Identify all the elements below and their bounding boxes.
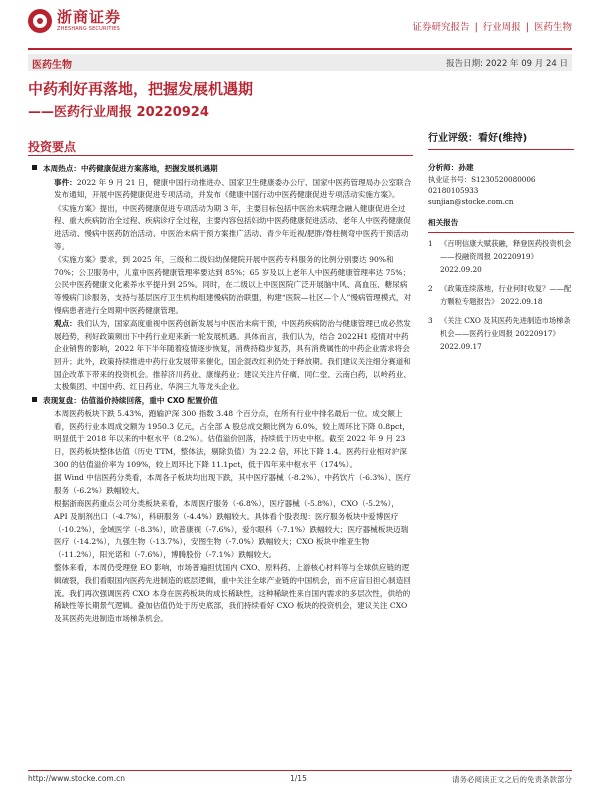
industry-bar [28, 54, 572, 71]
related-report-item[interactable]: 3 《关注 CXO 及其医药先进制造市场梯条机会——医药行业周报 20220917》 2022.09.17 [428, 316, 571, 351]
crumb-separator: | [474, 22, 478, 33]
breadcrumb [413, 19, 572, 33]
main-content [32, 163, 412, 626]
paragraph-summary: 整体来看，本周仍受理登 EO 影响，市场普遍担忧国内 CXO、原料药、上游核心材料等与全球供应链的逻辑破裂，我们看眼国内医药先进制造的底层逻辑，重中关注全球产业链的中国机会，而不应盲目担心制造回流。我们再次强调医药 CXO 本身在医药板块的成长稀缺性，这种稀缺性来自国内需求的多层次性，供给的稀缺性等长期景气逻辑。叠加估值仍处于历史底部，我们持续看好 CXO 板块的投资机会，建议关注 CXO 及其医药先进制造市场梯条机会。 [54, 563, 411, 623]
logo-name-en: ZHESHANG SECURITIES [57, 26, 120, 32]
page-number: 1/15 [290, 774, 307, 783]
crumb-separator: | [525, 22, 529, 33]
paragraph-targets: 《实施方案》要求，到 2025 年，三级和二级妇幼保健院开展中医药专科服务的比例分别要达 90%和 70%；公卫服务中，儿童中医药健康管理率要达到 85%；65 岁及以上老年人中医药健康管理率达 75%；公民中医药健康文化素养水平提升到 25%。同时，在二级以上中医医院广泛开展脑中风、高血压、糖尿病等慢病门诊服务，支持与基层医疗卫生机构组建慢病防治联盟，构建“医院—社区—个人”慢病管理模式，对慢病患者进行全周期中医药健康管理。 [54, 255, 412, 315]
analyst-cert: 执业证书号：S1230520080006 [428, 175, 536, 184]
related-reports-list [428, 237, 574, 353]
footer-url[interactable]: http://www.stocke.com.cn [28, 774, 125, 783]
square-bullet-icon [32, 397, 37, 402]
related-reports-heading: 相关报告 [428, 217, 574, 233]
crumb-weekly: 行业周报 [482, 22, 521, 33]
crumb-report-type: 证券研究报告 [412, 22, 470, 33]
related-report-item[interactable]: 1 《百明信康大赋获融，释登医药投资机会——投融资周报 20220919》 2022.09.20 [428, 239, 572, 274]
page-title: 中药利好再落地，把握发展机遇期 [28, 80, 254, 98]
square-bullet-icon [32, 165, 37, 170]
bullet-heading-hotspot: 本周热点：中药健康促进方案落地，把握发展机遇期 [32, 163, 412, 176]
section-heading: 投资要点 [28, 140, 77, 154]
paragraph-plan: 《实施方案》提出，中医药健康促进专项活动为期 3 年，主要目标包括中医治未病理念融入健康促进全过程、重大疾病防治全过程、疾病诊疗全过程，主要内容包括妇幼中医药健康促进活动、老年人中医药健康促进活动、慢病中医药防治活动、中医治未病干预方案推广活动、青少年近视/肥胖/脊柱侧弯中医药干预活动等。 [54, 203, 411, 251]
page-subtitle: ——医药行业周报 20220924 [28, 105, 209, 120]
footer-disclaimer: 请务必阅读正文之后的免责条款部分 [452, 775, 572, 784]
report-date: 报告日期: 2022 年 09 月 24 日 [446, 59, 568, 69]
paragraph-opinion: 观点：我们认为，国家高度重视中医药创新发展与中医治未病干预，中医药疾病防治与健康管理已成必然发展趋势，利好政策频出下中药行业迎来新一轮发展机遇。具体而言，我们认为，结合 2022H1 疫情对中药企业销售的影响，2022 年下半年随着疫情逐步恢复，消费持稳步复苏，具有消费属性的中药企业需求将会回升；此外，政策持续推进中药行业发展带来催化，国企混改红利仍处于释放期。我们建议关注细分赛道和国企改革下带来的投资机会。推荐济川药业、康缘药业；建议关注片仔癀、同仁堂、云南白药，以岭药业、太极集团、中国中药、红日药业、华润三九等龙头企业。 [54, 319, 411, 392]
logo-name-cn: 浙商证券 [57, 8, 122, 26]
paragraph-stocks: 根据浙商医药重点公司分类板块来看，本周医疗服务（-6.8%），医疗器械（-5.8%），CXO（-5.2%），API 及制剂出口（-4.7%），科研服务（-4.4%）跌幅较大。具体看个股表现：医疗服务板块中爱博医疗（-10.2%），金域医学（-8.3%），欧普康视（-7.6%），爱尔眼科（-7.1%）跌幅较大；医疗器械板块迈瑞医疗（-14.2%），九强生物（-13.7%），安图生物（-7.0%）跌幅较大；CXO 板块中维亚生物（-11.2%），阳光诺和（-7.6%），博腾股份（-7.1%）跌幅较大。 [54, 499, 409, 559]
paragraph-market: 本周医药板块下跌 5.43%，跑输沪深 300 指数 3.48 个百分点，在所有行业中排名最后一位。成交额上看，医药行业本周成交额为 1950.3 亿元，占全部 A 股总成交额比例为 6.0%，较上周环比下降 0.8pct，明显低于 2018 年以来的中枢水平（8.2%）。估值溢价回落，持续低于历史中枢。截至 2022 年 9 月 23 日，医药板块整体估值（历史 TTM，整体法，剔除负值）为 22.2 倍，环比下降 1.4。医药行业相对沪深 300 的估值溢价率为 109%，较上周环比下降 11.1pct，低于四年来中枢水平（174%）。 [54, 409, 410, 469]
section-divider [28, 155, 413, 156]
analyst-phone: 02180105933 [428, 186, 479, 195]
paragraph-subsectors: 据 Wind 中信医药分类看，本周各子板块均出现下跌，其中医疗器械（-8.2%）、中药饮片（-6.3%）、医疗服务（-6.2%）跌幅较大。 [54, 473, 411, 495]
header-divider [28, 48, 572, 50]
industry-label: 医药生物 [32, 60, 72, 71]
sidebar [428, 133, 574, 359]
related-report-item[interactable]: 2 《政策连续落地，行业何时收复？——配方颗粒专题报告》 2022.09.18 [428, 284, 572, 306]
industry-rating: 行业评级：看好(维持) [428, 133, 574, 150]
paragraph-event: 事件：2022 年 9 月 21 日，健康中国行动推进办、国家卫生健康委办公厅、国家中医药管理局办公室联合发布通知，开展中医药健康促进专项活动，并发布《健康中国行动中医药健康促进专项活动实施方案》。 [54, 177, 412, 200]
crumb-sector: 医药生物 [533, 22, 572, 33]
footer-divider [28, 770, 572, 771]
analyst-email[interactable]: sunjian@stocke.com.cn [428, 197, 514, 206]
bullet-heading-review: 表现复盘：估值溢价持续回落，重中 CXO 配置价值 [32, 395, 412, 408]
company-logo [28, 9, 121, 33]
logo-icon [28, 9, 52, 33]
analyst-name: 分析师：孙建 [428, 163, 474, 172]
